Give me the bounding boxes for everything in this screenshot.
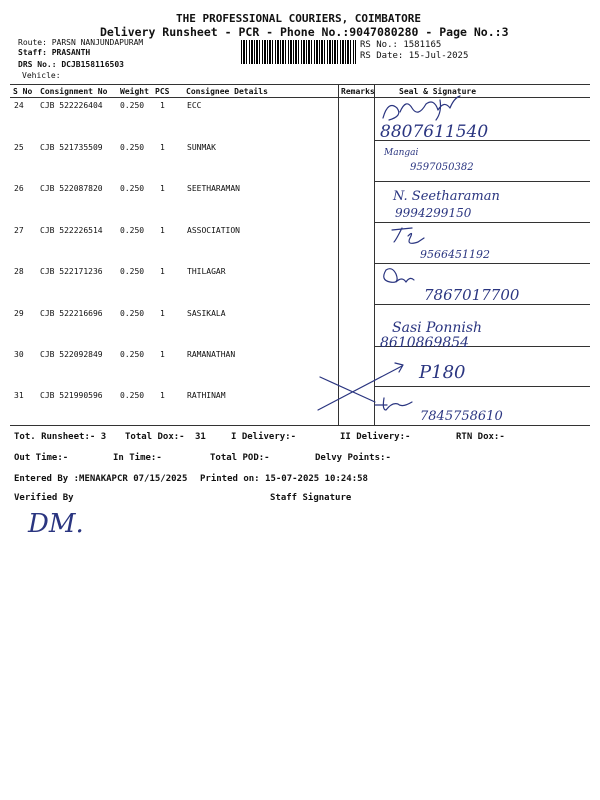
- row-weight: 0.250: [120, 309, 145, 318]
- row-sno: 29: [14, 309, 24, 318]
- col-header-sno: S No: [13, 87, 33, 96]
- route-label: Route: PARSN NANJUNDAPURAM: [18, 38, 144, 47]
- signature-mark: [384, 269, 414, 283]
- row-sno: 25: [14, 143, 24, 152]
- row-consignment-no: CJB 522216696: [40, 309, 103, 318]
- row-consignment-no: CJB 521990596: [40, 391, 103, 400]
- col-header-remarks: Remarks: [341, 87, 375, 96]
- row-consignment-no: CJB 522087820: [40, 184, 103, 193]
- row-pcs: 1: [160, 391, 165, 400]
- row-weight: 0.250: [120, 350, 145, 359]
- total-dox-label: Total Dox:-: [125, 432, 185, 442]
- row-weight: 0.250: [120, 143, 145, 152]
- row-pcs: 1: [160, 309, 165, 318]
- printed-on: Printed on: 15-07-2025 10:24:58: [200, 474, 368, 484]
- row-sno: 31: [14, 391, 24, 400]
- row-consignee: SASIKALA: [187, 309, 226, 318]
- row-consignee: RATHINAM: [187, 391, 226, 400]
- rs-date: RS Date: 15-Jul-2025: [360, 51, 469, 61]
- verified-by-label: Verified By: [14, 493, 74, 503]
- row-pcs: 1: [160, 350, 165, 359]
- row-weight: 0.250: [120, 184, 145, 193]
- row-weight: 0.250: [120, 267, 145, 276]
- cross-mark: [318, 363, 403, 410]
- row-consignment-no: CJB 522226404: [40, 101, 103, 110]
- runsheet-title: Delivery Runsheet - PCR - Phone No.:9047080280 - Page No.:3: [100, 25, 509, 39]
- row-consignee: ECC: [187, 101, 202, 110]
- in-time: In Time:-: [113, 453, 162, 463]
- signature-name: Mangai: [384, 148, 419, 158]
- signature-phone: 8807611540: [380, 122, 489, 142]
- row-weight: 0.250: [120, 226, 145, 235]
- verified-by-signature: DM.: [28, 509, 84, 539]
- row-pcs: 1: [160, 267, 165, 276]
- row-weight: 0.250: [120, 101, 145, 110]
- col-header-consignment: Consignment No: [40, 87, 108, 96]
- i-delivery: I Delivery:-: [231, 432, 297, 442]
- row-consignee: SEETHARAMAN: [187, 184, 240, 193]
- company-name: THE PROFESSIONAL COURIERS, COIMBATORE: [176, 12, 422, 25]
- total-dox-value: 31: [195, 432, 206, 442]
- signature-phone: 7867017700: [424, 286, 520, 304]
- signature-phone: 9566451192: [420, 248, 490, 261]
- row-consignee: ASSOCIATION: [187, 226, 240, 235]
- row-pcs: 1: [160, 184, 165, 193]
- row-consignment-no: CJB 522226514: [40, 226, 103, 235]
- entered-by: Entered By :MENAKAPCR 07/15/2025: [14, 474, 188, 484]
- row-consignee: SUNMAK: [187, 143, 216, 152]
- row-consignee: RAMANATHAN: [187, 350, 236, 359]
- row-sno: 26: [14, 184, 24, 193]
- rs-number: RS No.: 1581165: [360, 40, 442, 50]
- row-sno: 24: [14, 101, 24, 110]
- vehicle-label: Vehicle:: [22, 71, 61, 80]
- staff-signature-label: Staff Signature: [270, 493, 352, 503]
- total-pod: Total POD:-: [210, 453, 270, 463]
- out-time: Out Time:-: [14, 453, 69, 463]
- delvy-points: Delvy Points:-: [315, 453, 391, 463]
- col-header-weight: Weight: [120, 87, 149, 96]
- row-sno: 27: [14, 226, 24, 235]
- row-sno: 30: [14, 350, 24, 359]
- ii-delivery: II Delivery:-: [340, 432, 411, 442]
- signature-phone: 7845758610: [420, 409, 503, 424]
- signature-name: N. Seetharaman: [393, 189, 500, 204]
- col-header-pcs: PCS: [155, 87, 170, 96]
- row-weight: 0.250: [120, 391, 145, 400]
- col-header-seal-signature: Seal & Signature: [399, 87, 477, 96]
- row-pcs: 1: [160, 143, 165, 152]
- row-pcs: 1: [160, 226, 165, 235]
- signature-mark: [383, 96, 460, 120]
- tot-runsheet: Tot. Runsheet:- 3: [14, 432, 107, 442]
- signature-mark: [392, 228, 424, 243]
- rtn-dox: RTN Dox:-: [456, 432, 505, 442]
- row-consignment-no: CJB 522092849: [40, 350, 103, 359]
- row-consignment-no: CJB 522171236: [40, 267, 103, 276]
- row-consignee: THILAGAR: [187, 267, 226, 276]
- row-consignment-no: CJB 521735509: [40, 143, 103, 152]
- signature-phone: 9994299150: [395, 206, 472, 220]
- staff-label: Staff: PRASANTH: [18, 48, 91, 57]
- row-sno: 28: [14, 267, 24, 276]
- drs-number: DRS No.: DCJB158116503: [18, 60, 124, 69]
- col-header-consignee: Consignee Details: [186, 87, 268, 96]
- signature-phone: 8610869854: [380, 335, 470, 351]
- signature-name: Sasi Ponnish: [392, 320, 483, 336]
- row-pcs: 1: [160, 101, 165, 110]
- signature-phone: P180: [419, 362, 466, 383]
- signature-phone: 9597050382: [410, 162, 474, 173]
- signature-mark: [375, 398, 412, 410]
